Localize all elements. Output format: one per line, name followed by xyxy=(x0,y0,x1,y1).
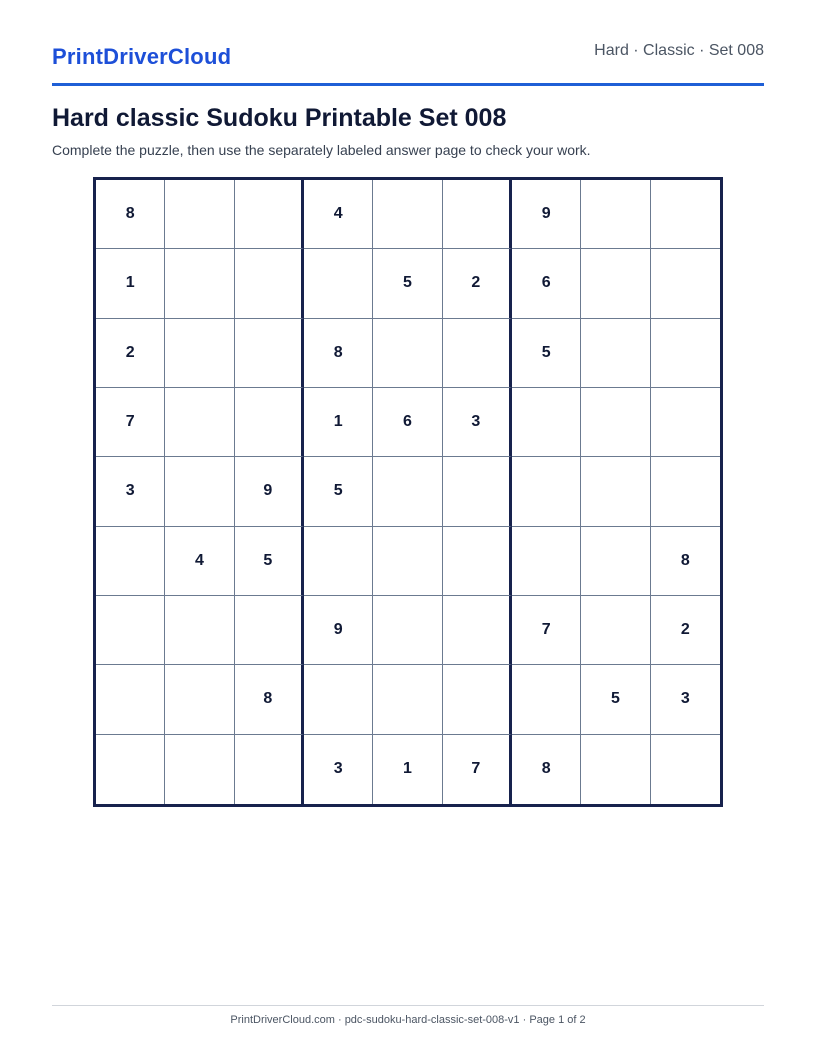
sudoku-cell[interactable]: 2 xyxy=(443,249,512,318)
sudoku-cell[interactable] xyxy=(512,457,581,526)
sudoku-cell[interactable]: 1 xyxy=(304,388,373,457)
page-title: Hard classic Sudoku Printable Set 008 xyxy=(52,104,507,132)
sudoku-cell[interactable]: 2 xyxy=(651,596,720,665)
sudoku-cell[interactable] xyxy=(235,249,304,318)
brand-logo[interactable]: PrintDriverCloud xyxy=(52,44,232,69)
sudoku-cell[interactable]: 3 xyxy=(651,665,720,734)
sudoku-cell[interactable]: 9 xyxy=(304,596,373,665)
sudoku-cell[interactable] xyxy=(235,319,304,388)
sudoku-cell[interactable]: 7 xyxy=(443,735,512,804)
page-subtitle: Complete the puzzle, then use the separately labeled answer page to check your work. xyxy=(52,142,591,158)
sudoku-cell[interactable] xyxy=(165,180,234,249)
sudoku-cell[interactable] xyxy=(165,665,234,734)
sudoku-cell[interactable] xyxy=(581,180,650,249)
sudoku-cell[interactable] xyxy=(304,665,373,734)
sudoku-grid xyxy=(93,177,723,807)
sudoku-cell[interactable] xyxy=(512,388,581,457)
sudoku-cell[interactable] xyxy=(651,319,720,388)
sudoku-cell[interactable] xyxy=(581,457,650,526)
sudoku-cell[interactable]: 1 xyxy=(373,735,442,804)
sudoku-cell[interactable]: 9 xyxy=(235,457,304,526)
sudoku-cell[interactable]: 7 xyxy=(96,388,165,457)
sudoku-cell[interactable] xyxy=(443,457,512,526)
sudoku-cell[interactable] xyxy=(304,249,373,318)
sudoku-cell[interactable] xyxy=(512,527,581,596)
sudoku-cell[interactable] xyxy=(443,527,512,596)
sudoku-cell[interactable]: 1 xyxy=(96,249,165,318)
sudoku-cell[interactable]: 9 xyxy=(512,180,581,249)
sudoku-cell[interactable]: 6 xyxy=(373,388,442,457)
sudoku-cell[interactable] xyxy=(581,319,650,388)
sudoku-cell[interactable] xyxy=(581,735,650,804)
sudoku-cell[interactable]: 5 xyxy=(235,527,304,596)
sudoku-cell[interactable] xyxy=(165,457,234,526)
sudoku-cell[interactable] xyxy=(165,249,234,318)
sudoku-cell[interactable] xyxy=(651,249,720,318)
sudoku-cell[interactable] xyxy=(443,596,512,665)
sudoku-cell[interactable]: 8 xyxy=(651,527,720,596)
sudoku-cell[interactable] xyxy=(651,388,720,457)
page-footer: PrintDriverCloud.com · pdc-sudoku-hard-classic-set-008-v1 · Page 1 of 2 xyxy=(230,1014,586,1026)
sudoku-cell[interactable] xyxy=(581,596,650,665)
sudoku-cell[interactable]: 2 xyxy=(96,319,165,388)
sudoku-cell[interactable] xyxy=(651,457,720,526)
sudoku-cell[interactable]: 3 xyxy=(96,457,165,526)
sudoku-cell[interactable]: 7 xyxy=(512,596,581,665)
breadcrumb: Hard · Classic · Set 008 xyxy=(594,42,764,59)
sudoku-cell[interactable] xyxy=(581,527,650,596)
sudoku-cell[interactable] xyxy=(651,735,720,804)
sudoku-cell[interactable] xyxy=(443,319,512,388)
sudoku-cell[interactable]: 8 xyxy=(304,319,373,388)
sudoku-cell[interactable]: 8 xyxy=(235,665,304,734)
sudoku-cell[interactable] xyxy=(443,665,512,734)
sudoku-cell[interactable] xyxy=(165,596,234,665)
sudoku-cell[interactable]: 3 xyxy=(304,735,373,804)
sudoku-cell[interactable] xyxy=(304,527,373,596)
sudoku-cell[interactable] xyxy=(581,249,650,318)
sudoku-cell[interactable] xyxy=(373,457,442,526)
sudoku-cell[interactable] xyxy=(651,180,720,249)
sudoku-cell[interactable] xyxy=(235,596,304,665)
sudoku-cell[interactable]: 4 xyxy=(165,527,234,596)
sudoku-cell[interactable] xyxy=(96,665,165,734)
sudoku-cell[interactable]: 6 xyxy=(512,249,581,318)
sudoku-cell[interactable]: 3 xyxy=(443,388,512,457)
sudoku-cell[interactable] xyxy=(235,735,304,804)
sudoku-cell[interactable] xyxy=(373,319,442,388)
sudoku-cell[interactable] xyxy=(235,388,304,457)
sudoku-cell[interactable] xyxy=(165,319,234,388)
sudoku-cell[interactable]: 5 xyxy=(373,249,442,318)
sudoku-cell[interactable]: 5 xyxy=(304,457,373,526)
sudoku-cell[interactable]: 5 xyxy=(512,319,581,388)
sudoku-cell[interactable] xyxy=(373,665,442,734)
sudoku-cell[interactable] xyxy=(373,180,442,249)
sudoku-cell[interactable] xyxy=(165,735,234,804)
sudoku-cell[interactable] xyxy=(165,388,234,457)
sudoku-cell[interactable]: 5 xyxy=(581,665,650,734)
sudoku-cell[interactable]: 8 xyxy=(512,735,581,804)
page-header xyxy=(52,0,764,86)
sudoku-cell[interactable] xyxy=(96,735,165,804)
sudoku-cell[interactable] xyxy=(581,388,650,457)
sudoku-cell[interactable] xyxy=(443,180,512,249)
sudoku-cell[interactable]: 4 xyxy=(304,180,373,249)
sudoku-cell[interactable] xyxy=(96,596,165,665)
sudoku-cell[interactable] xyxy=(373,596,442,665)
sudoku-cell[interactable] xyxy=(235,180,304,249)
sudoku-cell[interactable] xyxy=(373,527,442,596)
sudoku-cell[interactable] xyxy=(96,527,165,596)
sudoku-cell[interactable] xyxy=(512,665,581,734)
sudoku-cell[interactable]: 8 xyxy=(96,180,165,249)
footer-divider xyxy=(52,1005,764,1006)
